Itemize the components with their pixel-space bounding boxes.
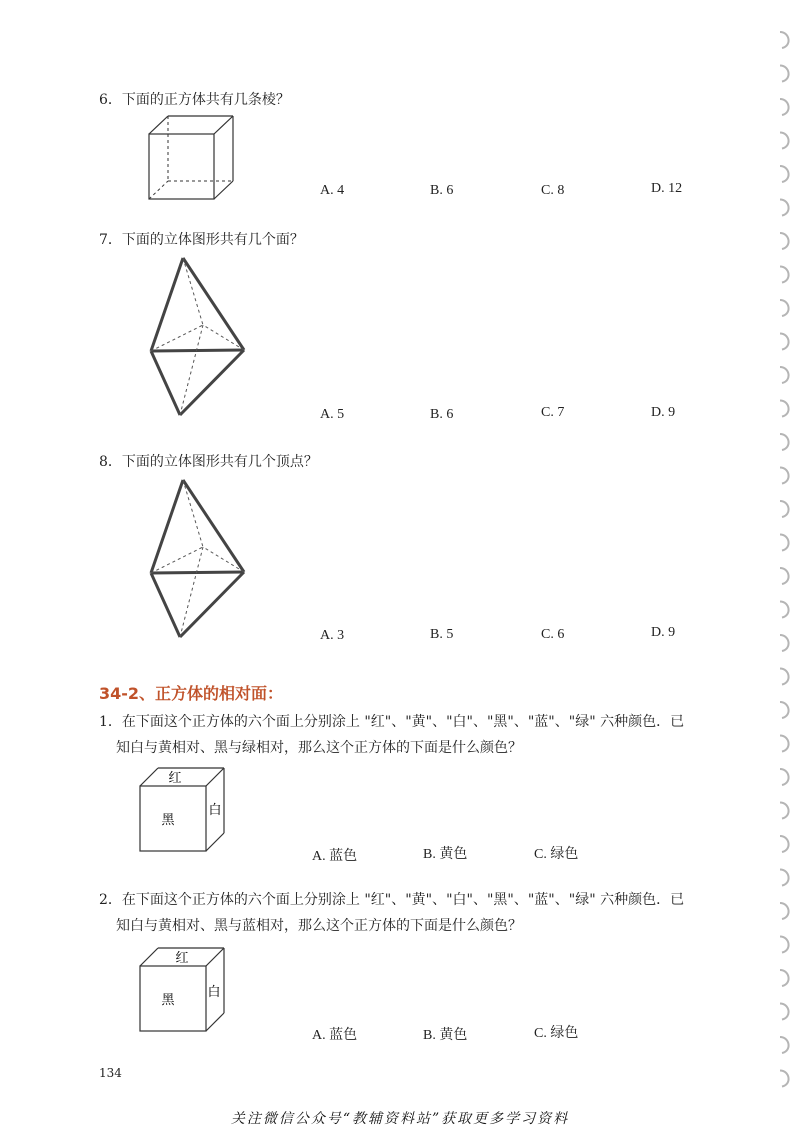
- binding-ring: [780, 1071, 789, 1087]
- binding-ring: [780, 501, 789, 517]
- page-number: 134: [99, 1066, 122, 1080]
- footer-text: 关注微信公众号“教辅资料站”获取更多学习资料: [230, 1111, 570, 1127]
- option-d: D. 12: [651, 181, 683, 196]
- binding-ring: [780, 736, 789, 752]
- binding-ring: [780, 702, 789, 718]
- section-question-1-line1: 1．在下面这个正方体的六个面上分别涂上 "红"、"黄"、"白"、"黑"、"蓝"、"绿" 六种颜色．已: [99, 714, 685, 730]
- binding-ring: [780, 903, 789, 919]
- binding-ring: [780, 233, 789, 249]
- option-b: B. 黄色: [423, 847, 468, 862]
- option-c: C. 绿色: [534, 847, 579, 862]
- binding-ring: [780, 166, 789, 182]
- binding-ring: [780, 535, 789, 551]
- section-question-1-line2: 知白与黄相对、黑与绿相对，那么这个正方体的下面是什么颜色？: [116, 740, 522, 756]
- binding-ring: [780, 1037, 789, 1053]
- binding-ring: [780, 367, 789, 383]
- binding-ring: [780, 133, 789, 149]
- binding-ring: [780, 1004, 789, 1020]
- binding-ring: [780, 200, 789, 216]
- binding-ring: [780, 468, 789, 484]
- question-7-text: 7．下面的立体图形共有几个面？: [99, 232, 304, 248]
- cube-figure: [140, 112, 240, 204]
- binding-ring: [780, 300, 789, 316]
- option-a: A. 蓝色: [312, 849, 358, 864]
- option-c: C. 绿色: [534, 1026, 579, 1041]
- option-c: C. 8: [541, 183, 565, 198]
- labeled-cube-figure: [138, 944, 228, 1036]
- binding-ring: [780, 32, 789, 48]
- section-question-2-line2: 知白与黄相对、黑与蓝相对，那么这个正方体的下面是什么颜色？: [116, 918, 522, 934]
- binding-ring: [780, 267, 789, 283]
- spiral-binding: [772, 20, 796, 1100]
- top-face-label: 红: [175, 951, 189, 966]
- option-c: C. 6: [541, 627, 565, 642]
- binding-ring: [780, 937, 789, 953]
- binding-ring: [780, 334, 789, 350]
- binding-ring: [780, 769, 789, 785]
- top-face-label: 红: [168, 771, 182, 786]
- binding-ring: [780, 99, 789, 115]
- section-title: 34-2、正方体的相对面：: [99, 684, 284, 703]
- question-8-text: 8．下面的立体图形共有几个顶点？: [99, 454, 318, 470]
- bipyramid-figure: [140, 472, 250, 644]
- option-a: A. 5: [320, 407, 345, 422]
- question-6-text: 6．下面的正方体共有几条棱？: [99, 92, 290, 108]
- binding-ring: [780, 669, 789, 685]
- labeled-cube-figure: [138, 764, 228, 856]
- binding-ring: [780, 66, 789, 82]
- right-face-label: 白: [208, 803, 222, 818]
- binding-ring: [780, 602, 789, 618]
- option-a: A. 4: [320, 183, 345, 198]
- option-d: D. 9: [651, 405, 676, 420]
- option-c: C. 7: [541, 405, 565, 420]
- option-b: B. 6: [430, 183, 454, 198]
- binding-ring: [780, 568, 789, 584]
- binding-ring: [780, 635, 789, 651]
- option-a: A. 3: [320, 628, 345, 643]
- option-d: D. 9: [651, 625, 676, 640]
- right-face-label: 白: [207, 985, 221, 1000]
- binding-ring: [780, 970, 789, 986]
- option-b: B. 6: [430, 407, 454, 422]
- binding-ring: [780, 434, 789, 450]
- section-question-2-line1: 2．在下面这个正方体的六个面上分别涂上 "红"、"黄"、"白"、"黑"、"蓝"、"绿" 六种颜色．已: [99, 892, 685, 908]
- bipyramid-figure: [140, 250, 250, 422]
- option-b: B. 黄色: [423, 1028, 468, 1043]
- front-face-label: 黑: [161, 813, 175, 828]
- binding-ring: [780, 401, 789, 417]
- binding-ring: [780, 803, 789, 819]
- binding-ring: [780, 836, 789, 852]
- option-b: B. 5: [430, 627, 454, 642]
- binding-ring: [780, 870, 789, 886]
- option-a: A. 蓝色: [312, 1028, 358, 1043]
- front-face-label: 黑: [161, 993, 175, 1008]
